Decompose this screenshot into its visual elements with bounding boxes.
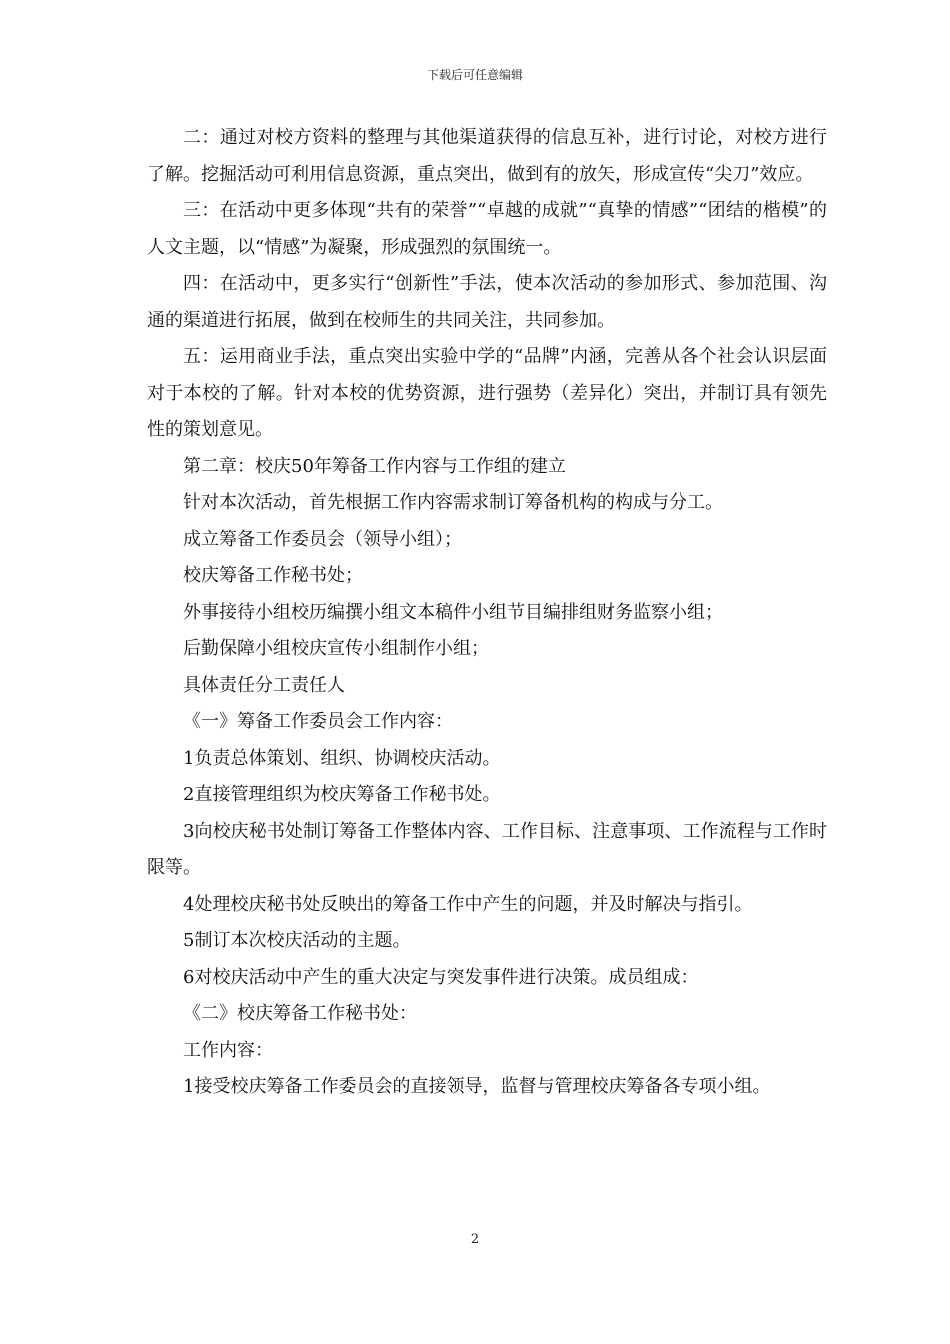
- list-item: 3向校庆秘书处制订筹备工作整体内容、工作目标、注意事项、工作流程与工作时限等。: [147, 820, 827, 878]
- paragraph-3: 三：在活动中更多体现“共有的荣誉”“卓越的成就”“真挚的情感”“团结的楷模”的人文主题，以“情感”为凝聚，形成强烈的氛围统一。: [147, 200, 827, 258]
- section-heading-1: 《一》筹备工作委员会工作内容：: [183, 711, 453, 732]
- list-item: 具体责任分工责任人: [183, 674, 345, 696]
- paragraph-2: 二：通过对校方资料的整理与其他渠道获得的信息互补，进行讨论，对校方进行了解。挖掘活动可利用信息资源，重点突出，做到有的放矢，形成宣传“尖刀”效应。: [147, 127, 827, 185]
- section-heading-2: 《二》校庆筹备工作秘书处：: [183, 1003, 417, 1024]
- list-item: 工作内容：: [183, 1039, 273, 1061]
- paragraph-intro: 针对本次活动，首先根据工作内容需求制订筹备机构的构成与分工。: [183, 492, 723, 513]
- list-item: 5制订本次校庆活动的主题。: [183, 930, 411, 951]
- list-item: 6对校庆活动中产生的重大决定与突发事件进行决策。成员组成：: [183, 966, 699, 988]
- list-item: 4处理校庆秘书处反映出的筹备工作中产生的问题，并及时解决与指引。: [183, 893, 753, 915]
- list-item: 2直接管理组织为校庆筹备工作秘书处。: [183, 784, 501, 805]
- list-item: 后勤保障小组校庆宣传小组制作小组；: [183, 638, 489, 659]
- list-item: 1接受校庆筹备工作委员会的直接领导，监督与管理校庆筹备各专项小组。: [183, 1076, 771, 1097]
- document-body: [147, 120, 827, 1106]
- list-item: 成立筹备工作委员会（领导小组）；: [183, 528, 462, 550]
- chapter-2-heading: 第二章：校庆50年筹备工作内容与工作组的建立: [183, 455, 566, 477]
- list-item: 1负责总体策划、组织、协调校庆活动。: [183, 747, 501, 769]
- page-header: 下载后可任意编辑: [426, 68, 523, 82]
- paragraph-4: 四：在活动中，更多实行“创新性”手法，使本次活动的参加形式、参加范围、沟通的渠道进行拓展，做到在校师生的共同关注，共同参加。: [147, 273, 827, 331]
- list-item: 校庆筹备工作秘书处；: [183, 565, 363, 586]
- page-number: 2: [470, 1232, 480, 1247]
- paragraph-5: 五：运用商业手法，重点突出实验中学的“品牌”内涵，完善从各个社会认识层面对于本校的了解。针对本校的优势资源，进行强势（差异化）突出，并制订具有领先性的策划意见。: [147, 346, 827, 440]
- list-item: 外事接待小组校历编撰小组文本稿件小组节目编排组财务监察小组；: [183, 601, 723, 623]
